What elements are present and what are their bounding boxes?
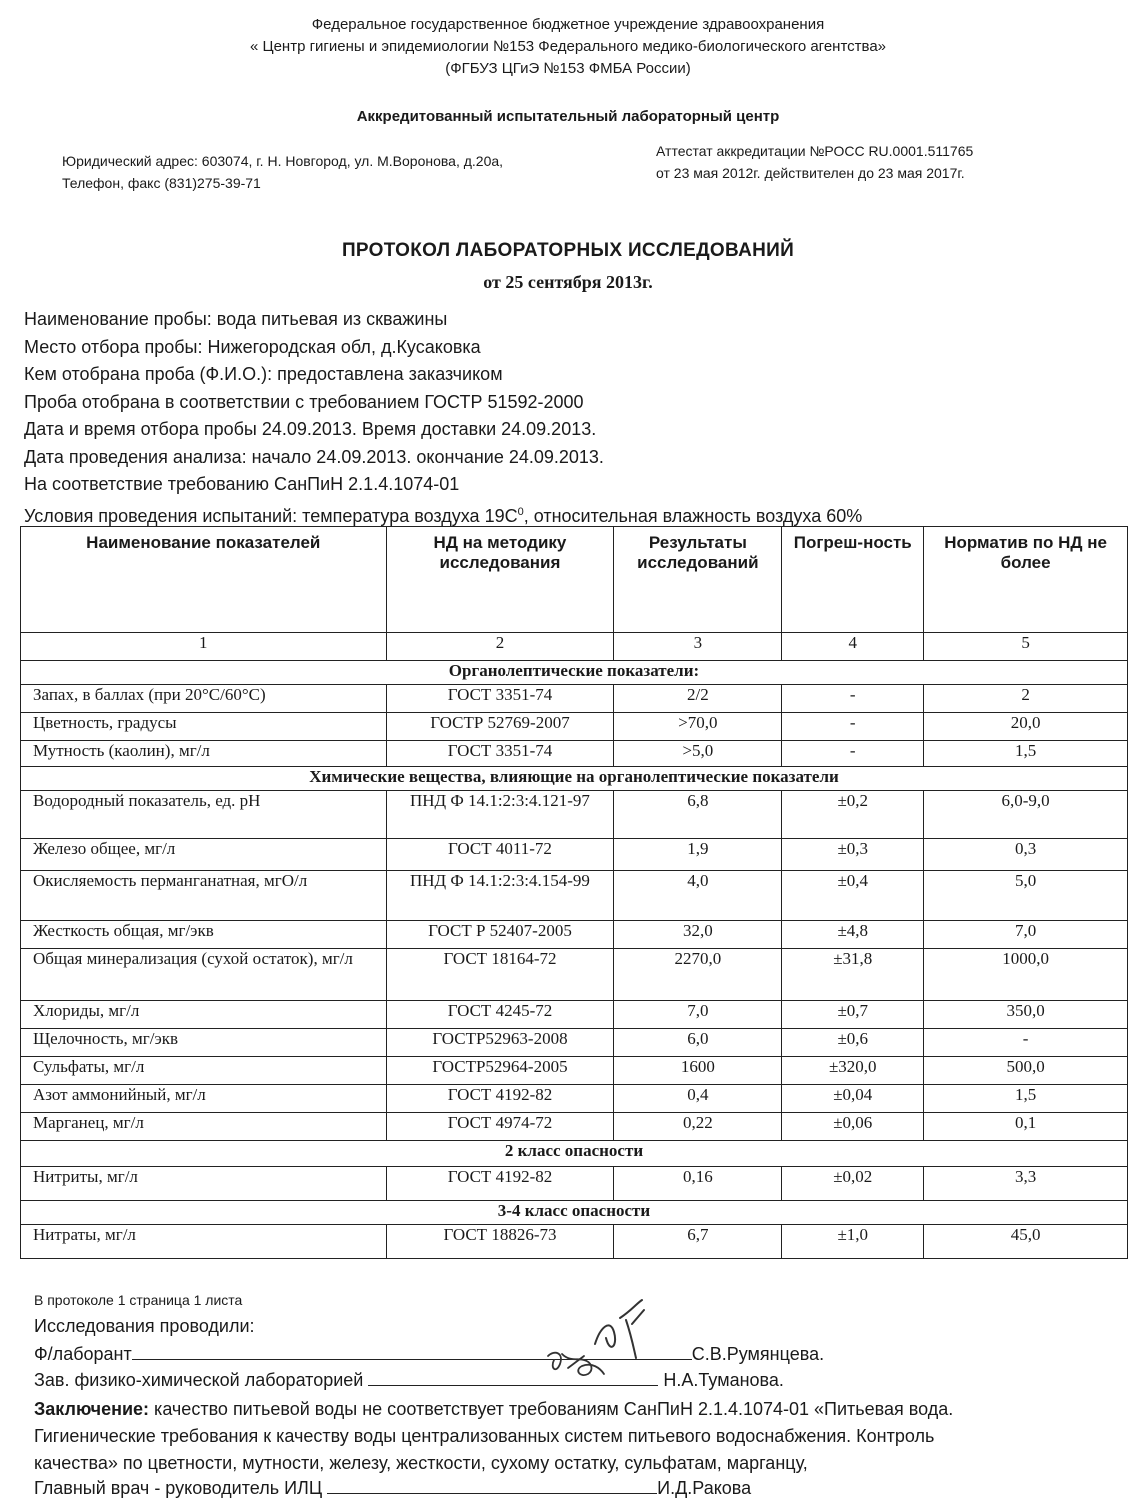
norm-cell: 1,5 [924, 1085, 1128, 1113]
head-chem-name: Н.А.Туманова. [663, 1370, 784, 1390]
indicator-name: Сульфаты, мг/л [21, 1057, 387, 1085]
test-conditions: Условия проведения испытаний: температура воздуха $19С^0$, относительная влажность воздуха 60% [24, 505, 863, 526]
header-result: Результаты исследований [614, 527, 782, 633]
org-line-2: « Центр гигиены и эпидемиологии №153 Федерального медико-биологического агентства» [249, 38, 887, 55]
error-cell: ±0,6 [782, 1029, 924, 1057]
result-cell: 2270,0 [614, 949, 782, 1001]
indicator-name: Нитраты, мг/л [21, 1225, 387, 1259]
result-cell: 2/2 [614, 685, 782, 713]
table-row [21, 1029, 1128, 1057]
result-cell: 32,0 [614, 921, 782, 949]
org-line-3: (ФГБУЗ ЦГиЭ №153 ФМБА России) [445, 60, 691, 77]
table-row [21, 1085, 1128, 1113]
table-row [21, 1113, 1128, 1141]
result-cell: 6,0 [614, 1029, 782, 1057]
table-row [21, 921, 1128, 949]
pages-note: В протоколе 1 страница 1 листа [34, 1292, 243, 1308]
error-cell: ±320,0 [782, 1057, 924, 1085]
table-row [21, 741, 1128, 767]
method-cell: ГОСТ 4245-72 [386, 1001, 614, 1029]
error-cell: - [782, 685, 924, 713]
norm-cell: 1000,0 [924, 949, 1128, 1001]
conclusion-line-2: Гигиенические требования к качеству воды централизованных систем питьевого водоснабжения. Контроль [34, 1426, 935, 1446]
norm-cell: 1,5 [924, 741, 1128, 767]
indicator-name: Запах, в баллах (при 20°С/60°С) [21, 685, 387, 713]
indicator-name: Хлориды, мг/л [21, 1001, 387, 1029]
table-row [21, 685, 1128, 713]
accreditation-number: Аттестат аккредитации №РОСС RU.0001.511765 [656, 143, 974, 159]
error-cell: ±0,06 [782, 1113, 924, 1141]
sample-date: Дата и время отбора пробы 24.09.2013. Время доставки 24.09.2013. [24, 419, 597, 439]
result-cell: 1,9 [614, 839, 782, 871]
section-header-row [21, 1141, 1128, 1167]
col-number-2: 2 [386, 633, 614, 661]
table-row [21, 1167, 1128, 1201]
chief-line [34, 1478, 751, 1499]
table-row [21, 713, 1128, 741]
norm-cell: 45,0 [924, 1225, 1128, 1259]
method-cell: ПНД Ф 14.1:2:3:4.154-99 [386, 871, 614, 921]
result-cell: 0,16 [614, 1167, 782, 1201]
error-cell: ±0,3 [782, 839, 924, 871]
method-cell: ГОСТ 4192-82 [386, 1085, 614, 1113]
col-number-3: 3 [614, 633, 782, 661]
chief-name: И.Д.Ракова [657, 1478, 752, 1498]
norm-cell: 2 [924, 685, 1128, 713]
section-title: Химические вещества, влияющие на органолептические показатели [21, 767, 1128, 791]
method-cell: ГОСТ 3351-74 [386, 741, 614, 767]
protocol-date: от 25 сентября 2013г. [483, 272, 653, 292]
method-cell: ГОСТ 3351-74 [386, 685, 614, 713]
indicator-name: Нитриты, мг/л [21, 1167, 387, 1201]
sample-info [24, 306, 862, 530]
table-row [21, 791, 1128, 839]
legal-address-block [62, 150, 503, 194]
indicator-name: Общая минерализация (сухой остаток), мг/л [21, 949, 387, 1001]
section-header-row [21, 767, 1128, 791]
section-title: 3-4 класс опасности [21, 1201, 1128, 1225]
result-cell: >5,0 [614, 741, 782, 767]
indicator-name: Жесткость общая, мг/экв [21, 921, 387, 949]
lab-center-title: Аккредитованный испытательный лабораторный центр [356, 108, 780, 125]
lab-tech-name: С.В.Румянцева. [691, 1344, 825, 1364]
norm-cell: - [924, 1029, 1128, 1057]
result-cell: 6,7 [614, 1225, 782, 1259]
conclusion [34, 1396, 1124, 1477]
conducted-label: Исследования проводили: [34, 1316, 255, 1336]
norm-cell: 500,0 [924, 1057, 1128, 1085]
column-numbers-row [21, 633, 1128, 661]
table-row [21, 1225, 1128, 1259]
result-cell: >70,0 [614, 713, 782, 741]
col-number-4: 4 [782, 633, 924, 661]
result-cell: 6,8 [614, 791, 782, 839]
protocol-title: ПРОТОКОЛ ЛАБОРАТОРНЫХ ИССЛЕДОВАНИЙ [341, 240, 795, 261]
method-cell: ГОСТ 4192-82 [386, 1167, 614, 1201]
table-header-row [21, 527, 1128, 633]
method-cell: ГОСТР 52769-2007 [386, 713, 614, 741]
phone-fax: Телефон, факс (831)275-39-71 [62, 175, 261, 191]
table-row [21, 1001, 1128, 1029]
header-indicator-name: Наименование показателей [21, 527, 387, 633]
section-title: Органолептические показатели: [21, 661, 1128, 685]
header-error: Погреш-ность [782, 527, 924, 633]
indicator-name: Азот аммонийный, мг/л [21, 1085, 387, 1113]
accreditation-validity: от 23 мая 2012г. действителен до 23 мая 2017г. [656, 165, 965, 181]
lab-tech-line [34, 1344, 824, 1365]
head-chem-label: Зав. физико-химической лабораторией [34, 1370, 364, 1390]
sampled-by: Кем отобрана проба (Ф.И.О.): предоставлена заказчиком [24, 364, 503, 384]
error-cell: ±31,8 [782, 949, 924, 1001]
norm-cell: 350,0 [924, 1001, 1128, 1029]
indicator-name: Окисляемость перманганатная, мгО/л [21, 871, 387, 921]
error-cell: - [782, 741, 924, 767]
method-cell: ГОСТ 4011-72 [386, 839, 614, 871]
error-cell: ±0,02 [782, 1167, 924, 1201]
legal-address: Юридический адрес: 603074, г. Н. Новгород, ул. М.Воронова, д.20а, [62, 153, 504, 169]
sampling-standard: Проба отобрана в соответствии с требованием ГОСТР 51592-2000 [24, 391, 584, 412]
org-line-1: Федеральное государственное бюджетное учреждение здравоохранения [311, 16, 825, 33]
method-cell: ГОСТ Р 52407-2005 [386, 921, 614, 949]
header-method: НД на методику исследования [386, 527, 614, 633]
accreditation-block [656, 140, 973, 184]
result-cell: 4,0 [614, 871, 782, 921]
error-cell: - [782, 713, 924, 741]
analysis-date: Дата проведения анализа: начало 24.09.2013. окончание 24.09.2013. [24, 446, 604, 467]
lab-tech-label: Ф/лаборант [34, 1344, 132, 1364]
table-row [21, 871, 1128, 921]
conclusion-label: Заключение: [34, 1399, 150, 1419]
method-cell: ГОСТ 18164-72 [386, 949, 614, 1001]
norm-cell: 6,0-9,0 [924, 791, 1128, 839]
indicator-name: Мутность (каолин), мг/л [21, 741, 387, 767]
norm-cell: 3,3 [924, 1167, 1128, 1201]
error-cell: ±0,4 [782, 871, 924, 921]
compliance-requirement: На соответствие требованию СанПиН 2.1.4.1074-01 [24, 474, 460, 494]
error-cell: ±4,8 [782, 921, 924, 949]
indicator-name: Цветность, градусы [21, 713, 387, 741]
result-cell: 0,4 [614, 1085, 782, 1113]
error-cell: ±0,7 [782, 1001, 924, 1029]
table-row [21, 1057, 1128, 1085]
chief-label: Главный врач - руководитель ИЛЦ [34, 1478, 323, 1498]
result-cell: 1600 [614, 1057, 782, 1085]
result-cell: 0,22 [614, 1113, 782, 1141]
col-number-1: 1 [21, 633, 387, 661]
conclusion-line-3: качества» по цветности, мутности, железу, жесткости, сухому остатку, сульфатам, марганцу, [34, 1453, 808, 1473]
conclusion-line-1: качество питьевой воды не соответствует требованиям СанПиН 2.1.4.1074-01 «Питьевая вода. [149, 1399, 954, 1419]
header-norm: Норматив по НД не более [924, 527, 1128, 633]
norm-cell: 0,3 [924, 839, 1128, 871]
handwritten-signatures [540, 1298, 680, 1398]
organization-header [0, 14, 1136, 80]
indicator-name: Железо общее, мг/л [21, 839, 387, 871]
method-cell: ГОСТР52964-2005 [386, 1057, 614, 1085]
method-cell: ГОСТ 4974-72 [386, 1113, 614, 1141]
norm-cell: 0,1 [924, 1113, 1128, 1141]
method-cell: ПНД Ф 14.1:2:3:4.121-97 [386, 791, 614, 839]
error-cell: ±1,0 [782, 1225, 924, 1259]
indicator-name: Щелочность, мг/экв [21, 1029, 387, 1057]
chief-signature-line [327, 1479, 657, 1494]
section-header-row [21, 1201, 1128, 1225]
section-title: 2 класс опасности [21, 1141, 1128, 1167]
section-header-row [21, 661, 1128, 685]
norm-cell: 20,0 [924, 713, 1128, 741]
table-row [21, 949, 1128, 1001]
col-number-5: 5 [924, 633, 1128, 661]
indicator-name: Марганец, мг/л [21, 1113, 387, 1141]
method-cell: ГОСТР52963-2008 [386, 1029, 614, 1057]
result-cell: 7,0 [614, 1001, 782, 1029]
error-cell: ±0,2 [782, 791, 924, 839]
error-cell: ±0,04 [782, 1085, 924, 1113]
norm-cell: 5,0 [924, 871, 1128, 921]
norm-cell: 7,0 [924, 921, 1128, 949]
sample-name: Наименование пробы: вода питьевая из скважины [24, 309, 448, 329]
table-row [21, 839, 1128, 871]
sample-place: Место отбора пробы: Нижегородская обл, д.Кусаковка [24, 336, 481, 357]
indicator-name: Водородный показатель, ед. pH [21, 791, 387, 839]
results-table [20, 526, 1128, 1259]
method-cell: ГОСТ 18826-73 [386, 1225, 614, 1259]
